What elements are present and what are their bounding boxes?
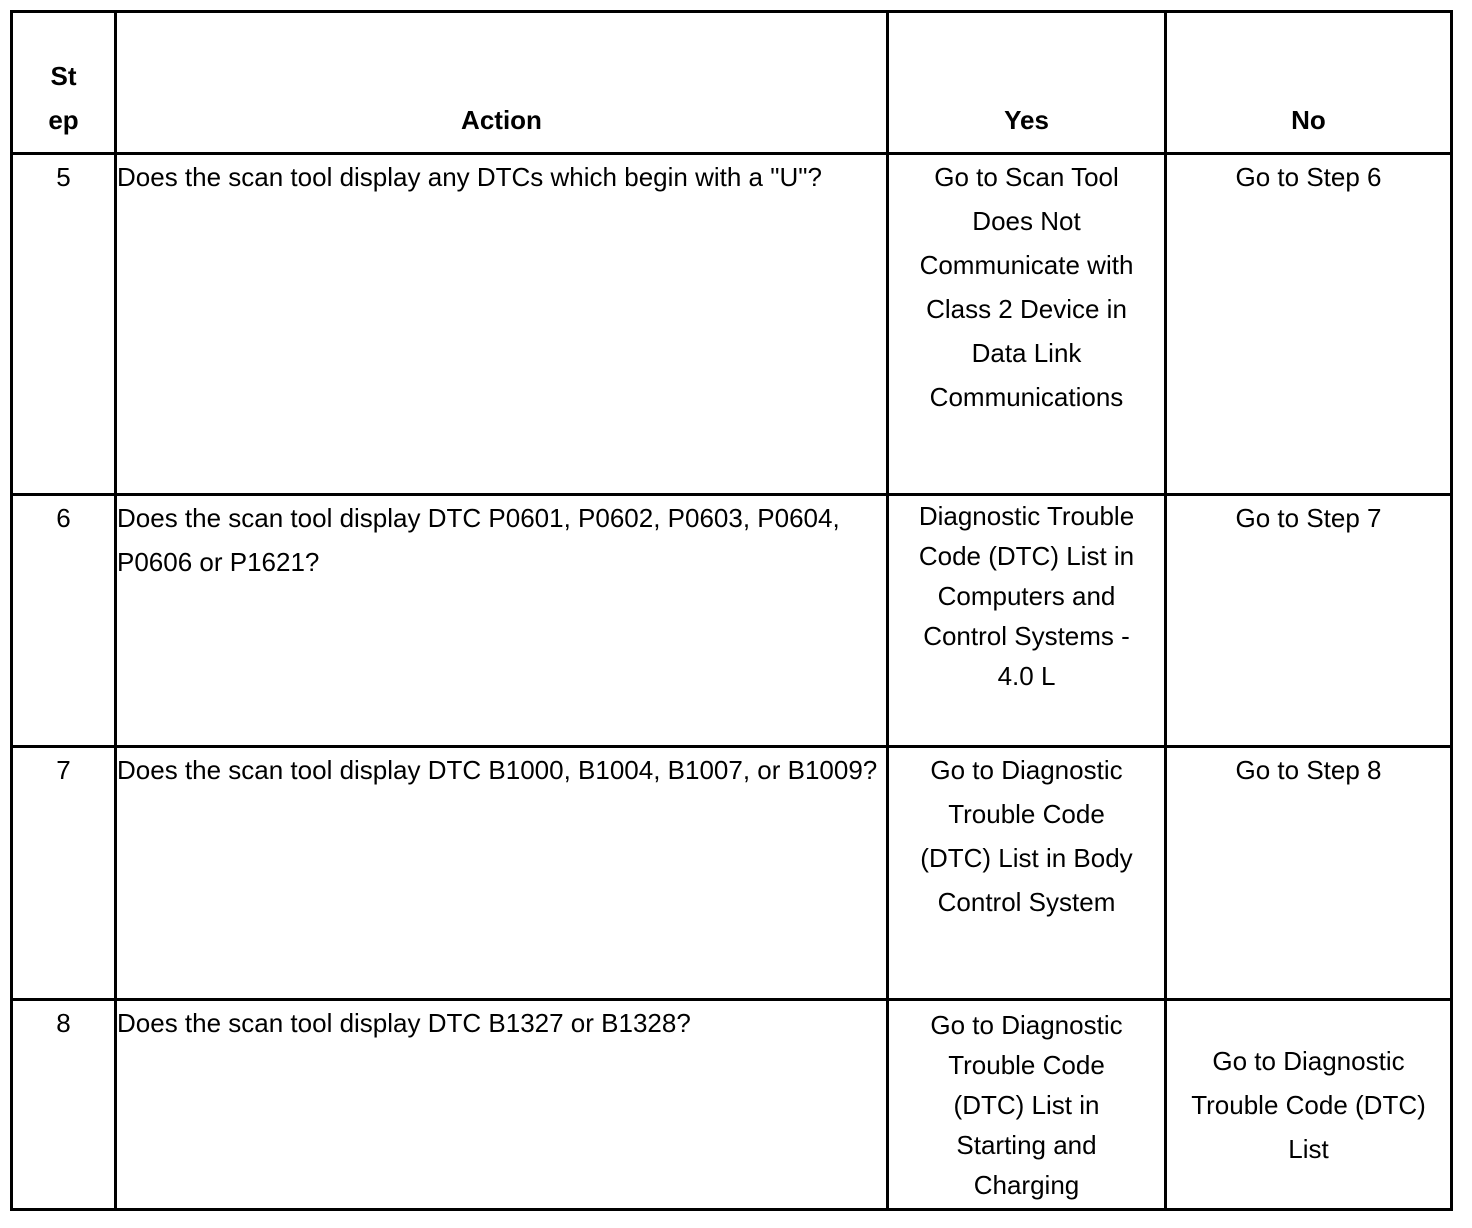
table-row xyxy=(12,154,1452,495)
header-step: Step xyxy=(12,12,116,154)
no-link[interactable]: Go to Step 8 xyxy=(1166,747,1452,1000)
step-number: 5 xyxy=(12,154,116,495)
yes-link[interactable]: Go to Diagnostic Trouble Code (DTC) List in Starting and Charging xyxy=(888,1000,1166,1210)
table-row xyxy=(12,495,1452,747)
no-link[interactable]: Go to Diagnostic Trouble Code (DTC) List xyxy=(1166,1000,1452,1210)
step-number: 6 xyxy=(12,495,116,747)
step-number: 7 xyxy=(12,747,116,1000)
header-no: No xyxy=(1166,12,1452,154)
table-row xyxy=(12,747,1452,1000)
no-link[interactable]: Go to Step 7 xyxy=(1166,495,1452,747)
action-text: Does the scan tool display DTC B1000, B1004, B1007, or B1009? xyxy=(116,747,888,1000)
action-text: Does the scan tool display any DTCs which begin with a "U"? xyxy=(116,154,888,495)
yes-link[interactable]: Diagnostic Trouble Code (DTC) List in Computers and Control Systems - 4.0 L xyxy=(888,495,1166,747)
action-text: Does the scan tool display DTC P0601, P0602, P0603, P0604, P0606 or P1621? xyxy=(116,495,888,747)
yes-link[interactable]: Go to Diagnostic Trouble Code (DTC) List in Body Control System xyxy=(888,747,1166,1000)
yes-link[interactable]: Go to Scan Tool Does Not Communicate with Class 2 Device in Data Link Communications xyxy=(888,154,1166,495)
action-text: Does the scan tool display DTC B1327 or B1328? xyxy=(116,1000,888,1210)
diagnostic-table xyxy=(10,10,1453,1211)
header-action: Action xyxy=(116,12,888,154)
table-row xyxy=(12,1000,1452,1210)
no-link[interactable]: Go to Step 6 xyxy=(1166,154,1452,495)
header-yes: Yes xyxy=(888,12,1166,154)
step-number: 8 xyxy=(12,1000,116,1210)
header-row xyxy=(12,12,1452,154)
